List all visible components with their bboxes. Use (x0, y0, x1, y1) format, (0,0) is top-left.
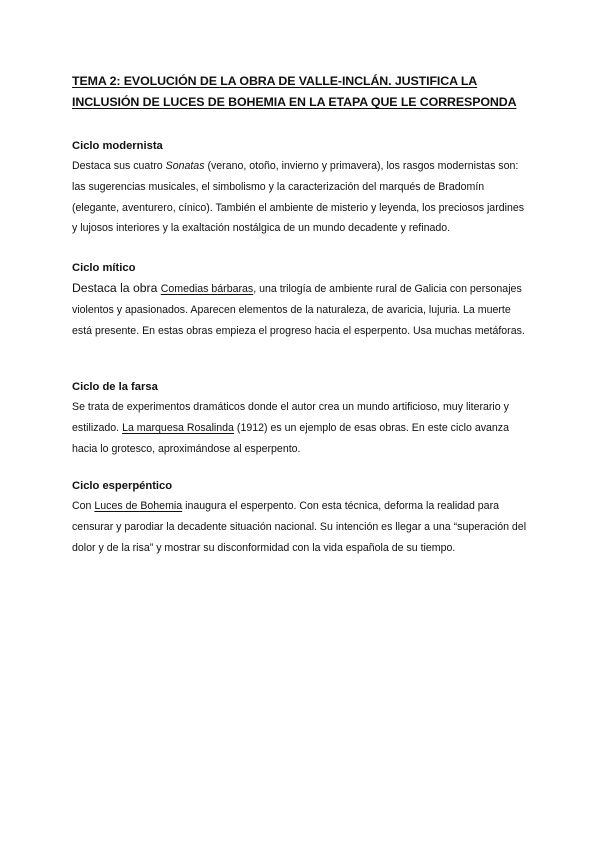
paragraph-text: Se trata de experimentos dramáticos donde el autor crea un mundo artificioso, muy literario y estilizado. (72, 401, 509, 434)
section-paragraph (72, 278, 532, 341)
work-title-sonatas: Sonatas (165, 160, 205, 172)
section-paragraph (72, 496, 532, 558)
section-ciclo-mitico (72, 258, 532, 341)
title-line-1: TEMA 2: EVOLUCIÓN DE LA OBRA DE VALLE-INCLÁN. JUSTIFICA LA (72, 74, 478, 88)
work-title-luces-de-bohemia: Luces de Bohemia (94, 500, 183, 512)
section-ciclo-modernista (72, 136, 532, 239)
paragraph-text: Destaca la obra (72, 281, 161, 295)
section-paragraph (72, 397, 532, 459)
section-heading: Ciclo mítico (72, 262, 136, 274)
paragraph-text: Con (72, 500, 95, 512)
section-heading: Ciclo esperpéntico (72, 480, 173, 492)
paragraph-text: (1912) es un ejemplo de esas obras. En este ciclo avanza hacia lo grotesco, aproximándose al esperpento. (72, 421, 509, 455)
section-paragraph (72, 156, 532, 239)
section-ciclo-farsa (72, 377, 532, 459)
document-title (72, 71, 532, 113)
section-heading: Ciclo de la farsa (72, 381, 158, 393)
paragraph-text: , una trilogía de ambiente rural de Galicia con personajes violentos y apasionados. Aparecen elementos de la naturaleza, de avaricia, lujuria. La muerte está presente. En estas obras empieza el progreso hacia el esperpento. Usa muchas metáforas. (72, 283, 525, 337)
paragraph-text: inaugura el esperpento. Con esta técnica, deforma la realidad para censurar y parodiar la decadente situación nacional. Su intención es llegar a una “superación del dolor y de la risa” y mostrar su disconformidad con la vida española de su tiempo. (72, 500, 527, 554)
section-ciclo-esperpentico (72, 476, 532, 558)
section-heading: Ciclo modernista (72, 140, 163, 152)
paragraph-text: Destaca sus cuatro (72, 160, 166, 172)
work-title-marquesa-rosalinda: La marquesa Rosalinda (122, 421, 234, 434)
work-title-comedias-barbaras: Comedias bárbaras (160, 283, 254, 295)
paragraph-text: (verano, otoño, invierno y primavera), los rasgos modernistas son: las sugerencias musicales, el simbolismo y la caracterización del marqués de Bradomín (elegante, aventurero, cínico). También el ambiente de misterio y leyenda, los preciosos jardines y lujosos interiores y la exaltación nostálgica de un mundo decadente y refinado. (72, 160, 525, 235)
title-line-2: INCLUSIÓN DE LUCES DE BOHEMIA EN LA ETAPA QUE LE CORRESPONDA (72, 95, 517, 109)
